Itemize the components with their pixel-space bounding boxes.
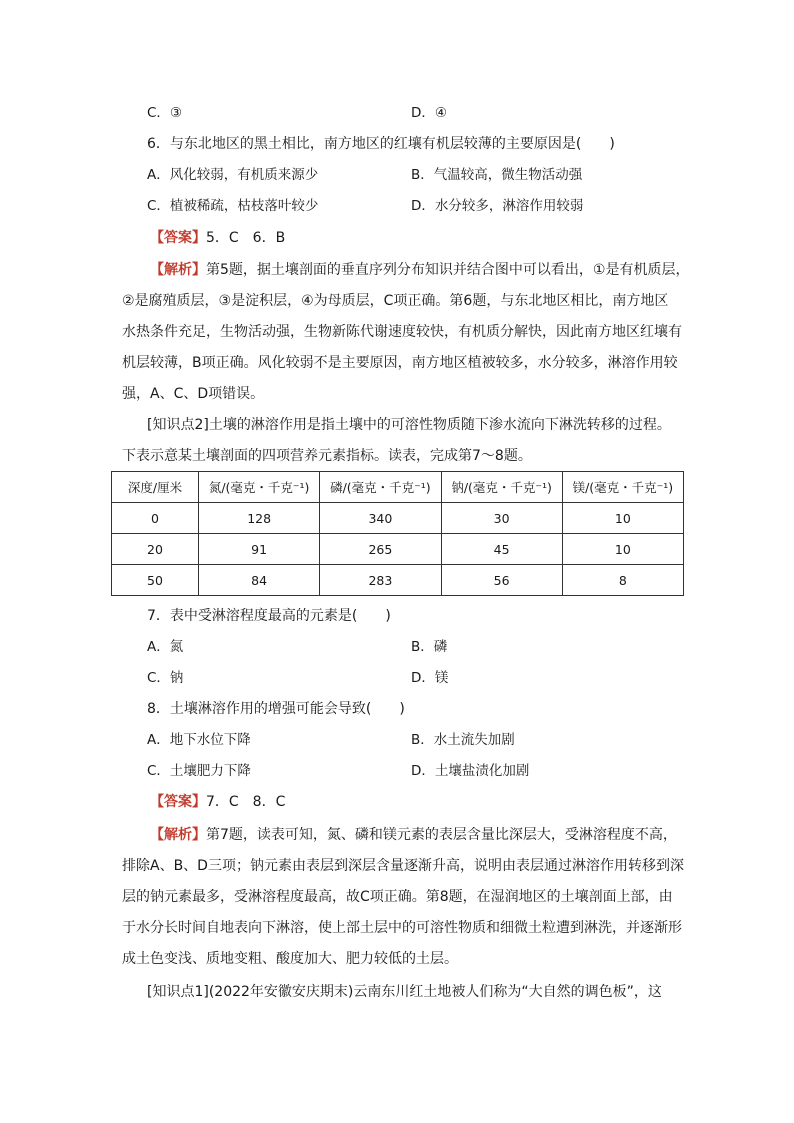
analysis-1-line-4: 机层较薄，B项正确。风化较弱不是主要原因，南方地区植被较多，水分较多，淋溶作用较 (122, 355, 678, 371)
q6-option-b: B．气温较高，微生物活动强 (411, 167, 583, 183)
q8-option-a: A．地下水位下降 (147, 732, 251, 748)
header-nitrogen: 氮/(毫克・千克⁻¹) (199, 472, 320, 503)
analysis-2-line-2: 排除A、B、D三项；钠元素由表层到深层含量逐渐升高，说明由表层通过淋溶作用转移到深 (122, 858, 684, 874)
answer-text: 5．C 6．B (206, 230, 286, 246)
answer-tag: 【答案】 (150, 230, 206, 246)
header-magnesium: 镁/(毫克・千克⁻¹) (562, 472, 683, 503)
q8-option-d: D．土壤盐渍化加剧 (411, 763, 530, 779)
q7-option-b: B．磷 (411, 639, 448, 655)
analysis-1-line-5: 强，A、C、D项错误。 (122, 386, 265, 402)
analysis-tag: 【解析】 (150, 827, 206, 843)
answer-block-1 (150, 229, 285, 247)
q7-option-d: D．镁 (411, 670, 449, 686)
table-cell: 45 (441, 534, 562, 565)
answer-block-2 (150, 793, 285, 811)
analysis-1-line-1 (150, 261, 689, 279)
q6-option-a: A．风化较弱，有机质来源少 (147, 167, 319, 183)
analysis-2-line-1 (150, 826, 677, 844)
analysis-text: 第5题，据土壤剖面的垂直序列分布知识并结合图中可以看出，①是有机质层， (206, 262, 690, 278)
analysis-2-line-4: 于水分长时间自地表向下淋溶，使上部土层中的可溶性物质和细微土粒遭到淋洗，并逐渐形 (122, 920, 682, 936)
analysis-1-line-2: ②是腐殖质层，③是淀积层，④为母质层，C项正确。第6题，与东北地区相比，南方地区 (122, 293, 669, 309)
analysis-2-line-3: 层的钠元素最多，受淋溶程度最高，故C项正确。第8题，在湿润地区的土壤剖面上部，由 (122, 889, 673, 905)
nutrient-table (111, 471, 684, 596)
q8-option-b: B．水土流失加剧 (411, 732, 515, 748)
q7-option-c: C．钠 (147, 670, 184, 686)
table-row (112, 565, 684, 596)
table-row (112, 503, 684, 534)
q6-option-c: C．植被稀疏，枯枝落叶较少 (147, 198, 319, 214)
knowledge-point-2-line-2: 下表示意某土壤剖面的四项营养元素指标。读表，完成第7～8题。 (122, 448, 532, 464)
table-cell: 128 (199, 503, 320, 534)
analysis-text: 第7题，读表可知，氮、磷和镁元素的表层含量比深层大，受淋溶程度不高， (206, 827, 677, 843)
table-header-row (112, 472, 684, 503)
analysis-2-line-5: 成土色变浅、质地变粗、酸度加大、肥力较低的土层。 (122, 951, 458, 967)
knowledge-point-2-line-1: [知识点2]土壤的淋溶作用是指土壤中的可溶性物质随下渗水流向下淋洗转移的过程。 (147, 417, 671, 433)
table-cell: 340 (320, 503, 441, 534)
table-cell: 10 (562, 503, 683, 534)
table-cell: 265 (320, 534, 441, 565)
table-cell: 0 (112, 503, 199, 534)
q5-option-c: C．③ (147, 105, 183, 121)
q5-option-d: D．④ (411, 105, 447, 121)
analysis-tag: 【解析】 (150, 262, 206, 278)
answer-tag: 【答案】 (150, 794, 206, 810)
table-cell: 30 (441, 503, 562, 534)
q8-option-c: C．土壤肥力下降 (147, 763, 251, 779)
analysis-1-line-3: 水热条件充足，生物活动强，生物新陈代谢速度较快，有机质分解快，因此南方地区红壤有 (122, 324, 682, 340)
header-sodium: 钠/(毫克・千克⁻¹) (441, 472, 562, 503)
q8-stem: 8．土壤淋溶作用的增强可能会导致( ) (147, 701, 405, 717)
table-cell: 84 (199, 565, 320, 596)
table-row (112, 534, 684, 565)
table-cell: 56 (441, 565, 562, 596)
knowledge-point-1-line-1: [知识点1](2022年安徽安庆期末)云南东川红土地被人们称为“大自然的调色板”，这 (147, 984, 662, 1000)
q7-stem: 7．表中受淋溶程度最高的元素是( ) (147, 608, 391, 624)
table-cell: 10 (562, 534, 683, 565)
header-depth: 深度/厘米 (112, 472, 199, 503)
header-phosphorus: 磷/(毫克・千克⁻¹) (320, 472, 441, 503)
table-cell: 20 (112, 534, 199, 565)
q7-option-a: A．氮 (147, 639, 184, 655)
table-cell: 283 (320, 565, 441, 596)
q6-option-d: D．水分较多，淋溶作用较弱 (411, 198, 584, 214)
table-cell: 50 (112, 565, 199, 596)
answer-text: 7．C 8．C (206, 794, 286, 810)
table-cell: 91 (199, 534, 320, 565)
table-cell: 8 (562, 565, 683, 596)
q6-stem: 6．与东北地区的黑土相比，南方地区的红壤有机层较薄的主要原因是( ) (147, 136, 615, 152)
